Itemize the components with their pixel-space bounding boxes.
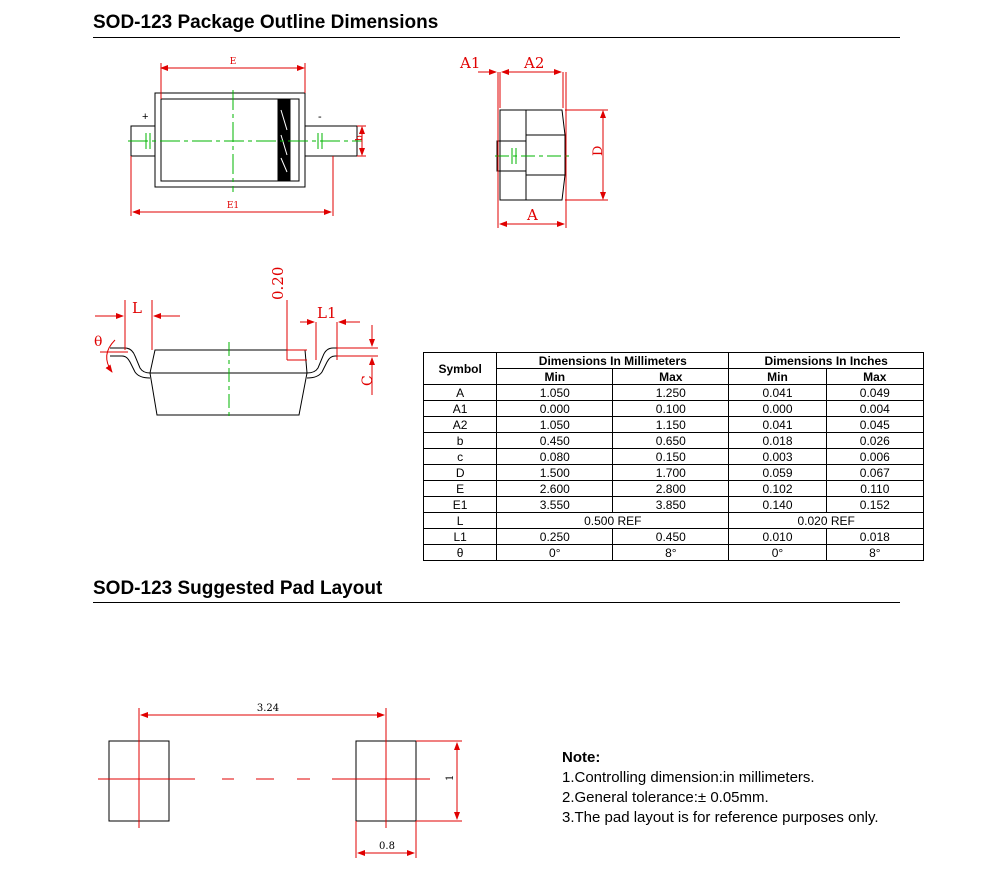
label-D: D <box>591 145 606 156</box>
label-A: A <box>527 206 538 224</box>
row-symbol: A <box>424 385 497 401</box>
cathode-mark: - <box>318 111 322 123</box>
table-row <box>424 433 924 449</box>
in-min-header: Min <box>729 369 826 385</box>
notes-title: Note: <box>562 749 601 766</box>
side-view-dimensions <box>478 72 608 228</box>
front-view <box>110 348 345 415</box>
cell: 2.600 <box>497 481 613 497</box>
cell: 0.049 <box>826 385 923 401</box>
table-row <box>424 465 924 481</box>
cell: 8° <box>826 545 923 561</box>
cell: 0.026 <box>826 433 923 449</box>
label-L1: L1 <box>317 304 337 322</box>
cell: 0.100 <box>613 401 729 417</box>
cell: 0.020 REF <box>729 513 924 529</box>
cell: 0° <box>497 545 613 561</box>
cell: 1.050 <box>497 385 613 401</box>
cell: 0.003 <box>729 449 826 465</box>
symbol-header: Symbol <box>424 353 497 385</box>
table-row <box>424 497 924 513</box>
note-item: 3.The pad layout is for reference purposes only. <box>562 809 879 826</box>
pad-width-label: 0.8 <box>379 841 395 852</box>
notes-block <box>562 748 879 828</box>
cell: 1.700 <box>613 465 729 481</box>
cell: 0.150 <box>613 449 729 465</box>
in-max-header: Max <box>826 369 923 385</box>
label-E: E <box>229 57 237 67</box>
table-row <box>424 401 924 417</box>
cell: 0.067 <box>826 465 923 481</box>
row-symbol: θ <box>424 545 497 561</box>
cell: 0.650 <box>613 433 729 449</box>
cell: 1.150 <box>613 417 729 433</box>
mm-header: Dimensions In Millimeters <box>497 353 729 369</box>
mm-max-header: Max <box>613 369 729 385</box>
label-L: L <box>132 299 142 317</box>
cell: 0.018 <box>729 433 826 449</box>
cell: 0.500 REF <box>497 513 729 529</box>
table-row <box>424 529 924 545</box>
cell: 0.004 <box>826 401 923 417</box>
cell: 0.000 <box>729 401 826 417</box>
note-item: 2.General tolerance:± 0.05mm. <box>562 789 769 806</box>
row-symbol: L <box>424 513 497 529</box>
mm-min-header: Min <box>497 369 613 385</box>
cell: 0.250 <box>497 529 613 545</box>
cell: 2.800 <box>613 481 729 497</box>
outline-section-title: SOD-123 Package Outline Dimensions <box>93 12 439 33</box>
cell: 1.050 <box>497 417 613 433</box>
label-theta: θ <box>94 334 103 350</box>
cell: 0.450 <box>613 529 729 545</box>
cell: 0.045 <box>826 417 923 433</box>
top-view-dimensions <box>131 63 366 216</box>
cell: 8° <box>613 545 729 561</box>
label-b: b <box>355 135 365 141</box>
note-item: 1.Controlling dimension:in millimeters. <box>562 769 815 786</box>
dimensions-table <box>423 352 924 561</box>
label-gauge: 0.20 <box>269 266 287 300</box>
cell: 0.102 <box>729 481 826 497</box>
row-symbol: A2 <box>424 417 497 433</box>
row-symbol: c <box>424 449 497 465</box>
side-view-centerline <box>495 148 570 164</box>
cell: 0.010 <box>729 529 826 545</box>
table-row <box>424 513 924 529</box>
cell: 0.000 <box>497 401 613 417</box>
cell: 0.018 <box>826 529 923 545</box>
cell: 1.250 <box>613 385 729 401</box>
side-view <box>497 110 565 200</box>
label-A2: A2 <box>524 54 545 72</box>
cell: 0.152 <box>826 497 923 513</box>
pad-centerlines <box>98 708 462 858</box>
table-row <box>424 481 924 497</box>
pad-height-label: 1 <box>445 774 456 781</box>
cell: 0.006 <box>826 449 923 465</box>
cell: 3.850 <box>613 497 729 513</box>
cell: 0.041 <box>729 417 826 433</box>
table-row <box>424 417 924 433</box>
label-A1: A1 <box>460 54 481 72</box>
table-row <box>424 449 924 465</box>
cell: 0.450 <box>497 433 613 449</box>
cell: 0.059 <box>729 465 826 481</box>
cell: 0.041 <box>729 385 826 401</box>
pad-section-title: SOD-123 Suggested Pad Layout <box>93 578 383 599</box>
row-symbol: E <box>424 481 497 497</box>
cell: 1.500 <box>497 465 613 481</box>
anode-mark: + <box>142 111 149 123</box>
top-view-centerlines <box>128 90 362 192</box>
pad-layout <box>109 741 416 821</box>
table-row <box>424 545 924 561</box>
in-header: Dimensions In Inches <box>729 353 924 369</box>
cell: 0.140 <box>729 497 826 513</box>
cell: 0° <box>729 545 826 561</box>
table-row <box>424 385 924 401</box>
cell: 0.080 <box>497 449 613 465</box>
row-symbol: A1 <box>424 401 497 417</box>
cell: 0.110 <box>826 481 923 497</box>
label-E1: E1 <box>226 201 240 211</box>
row-symbol: L1 <box>424 529 497 545</box>
pad-pitch-label: 3.24 <box>256 703 280 714</box>
row-symbol: b <box>424 433 497 449</box>
top-view <box>131 93 357 187</box>
row-symbol: E1 <box>424 497 497 513</box>
label-c: C <box>360 375 376 386</box>
row-symbol: D <box>424 465 497 481</box>
pad-title-rule <box>93 602 900 603</box>
cell: 3.550 <box>497 497 613 513</box>
